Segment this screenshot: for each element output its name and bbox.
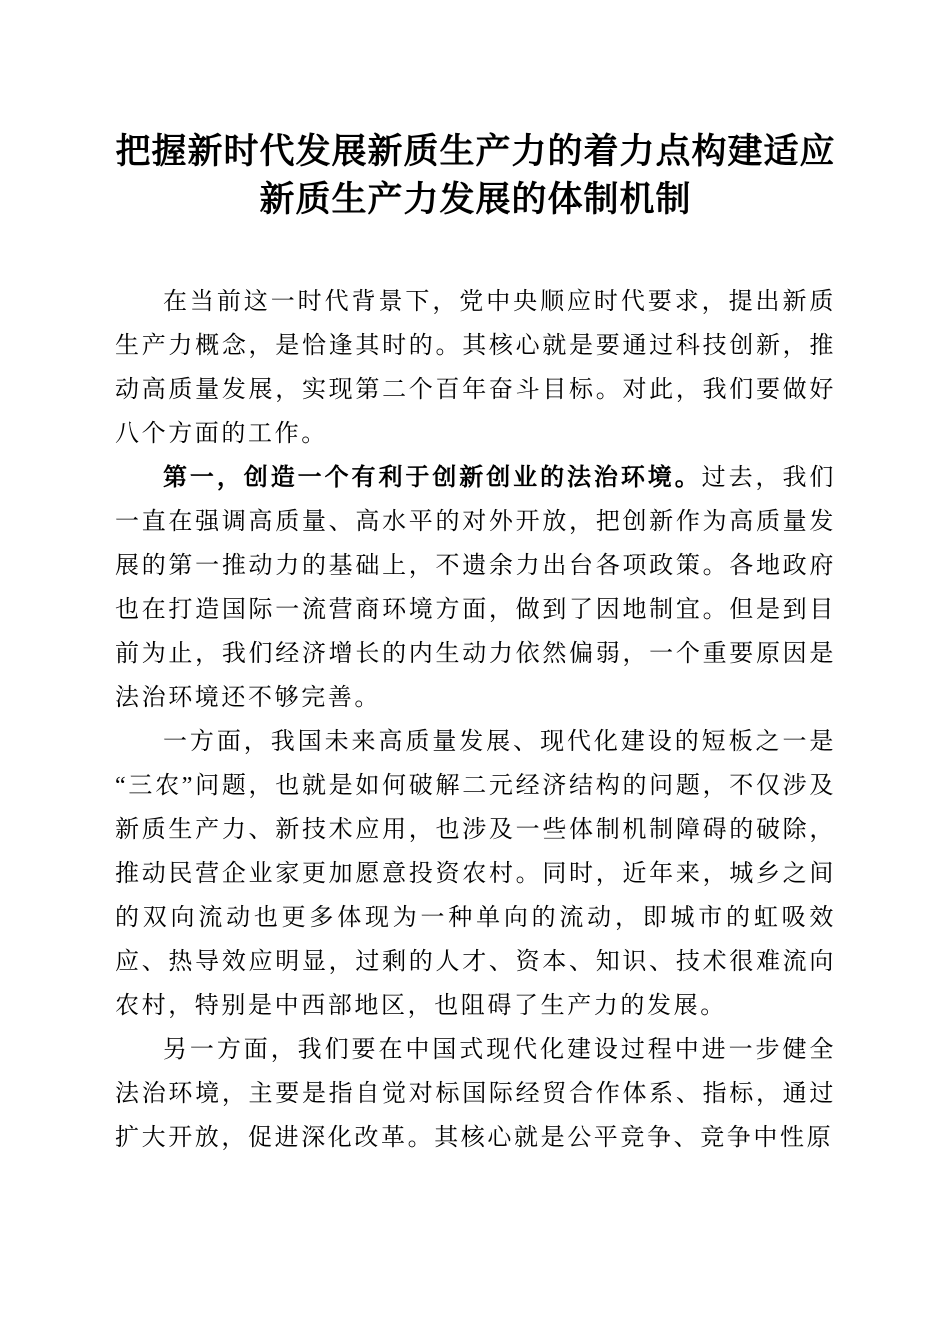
paragraph-text: 另一方面，我们要在中国式现代化建设过程中进一步健全法治环境，主要是指自觉对标国际经贸合作体系、指标，通过扩大开放，促进深化改革。其核心就是公平竞争、竞争中性原: [115, 1037, 836, 1151]
paragraph-text: 在当前这一时代背景下，党中央顺应时代要求，提出新质生产力概念，是恰逢其时的。其核心就是要通过科技创新，推动高质量发展，实现第二个百年奋斗目标。对此，我们要做好八个方面的工作。: [115, 289, 836, 447]
document-body: [115, 280, 836, 1160]
paragraph-intro: [115, 280, 836, 456]
paragraph-text: 过去，我们一直在强调高质量、高水平的对外开放，把创新作为高质量发展的第一推动力的基础上，不遗余力出台各项政策。各地政府也在打造国际一流营商环境方面，做到了因地制宜。但是到目前为止，我们经济增长的内生动力依然偏弱，一个重要原因是法治环境还不够完善。: [115, 465, 837, 711]
paragraph-point-one: [115, 456, 836, 720]
paragraph-other-aspect: [115, 1028, 836, 1160]
paragraph-lead-bold: 第一，创造一个有利于创新创业的法治环境。: [163, 465, 702, 491]
paragraph-text: 一方面，我国未来高质量发展、现代化建设的短板之一是“三农”问题，也就是如何破解二元经济结构的问题，不仅涉及新质生产力、新技术应用，也涉及一些体制机制障碍的破除，推动民营企业家更加愿意投资农村。同时，近年来，城乡之间的双向流动也更多体现为一种单向的流动，即城市的虹吸效应、热导效应明显，过剩的人才、资本、知识、技术很难流向农村，特别是中西部地区，也阻碍了生产力的发展。: [115, 729, 836, 1019]
paragraph-one-aspect: [115, 720, 836, 1028]
document-title: 把握新时代发展新质生产力的着力点构建适应新质生产力发展的体制机制: [115, 132, 836, 219]
